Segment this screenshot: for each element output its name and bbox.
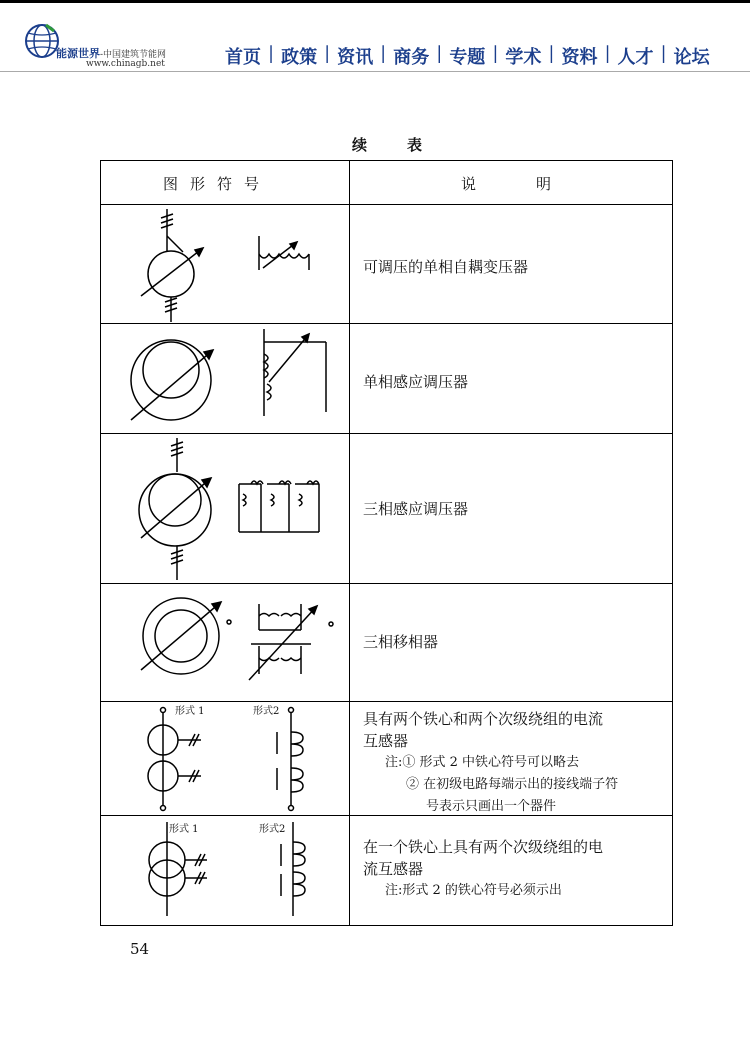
- row-description: [363, 836, 603, 902]
- table-row: [101, 324, 672, 434]
- nav-news[interactable]: 资讯: [337, 47, 374, 68]
- current-transformer-one-core-icon: [101, 816, 349, 927]
- phase-shifter-symbol-icon: [101, 584, 349, 702]
- header-desc-right: 明: [536, 175, 552, 193]
- current-transformer-two-cores-icon: [101, 702, 349, 816]
- nav-business[interactable]: 商务: [393, 47, 430, 68]
- table-row: [101, 816, 672, 927]
- header-divider: [0, 71, 750, 72]
- note-line: 注:形式 2 的铁心符号必须示出: [385, 883, 562, 898]
- form-1-label: 形式 1: [169, 824, 199, 835]
- nav-separator: |: [604, 43, 611, 64]
- caption-right: 表: [407, 136, 423, 154]
- nav-separator: |: [436, 43, 443, 64]
- table-row: [101, 434, 672, 584]
- nav-talent[interactable]: 人才: [617, 47, 654, 68]
- nav-forum[interactable]: 论坛: [673, 47, 710, 68]
- nav-home[interactable]: 首页: [225, 47, 261, 68]
- row-description: [363, 708, 618, 818]
- autotransformer-symbol-icon: [101, 204, 349, 324]
- form-1-label: 形式 1: [175, 706, 205, 717]
- table-header: [101, 161, 672, 205]
- three-phase-regulator-symbol-icon: [101, 434, 349, 584]
- nav-separator: |: [548, 43, 555, 64]
- header-symbol: 图形符号: [163, 175, 272, 193]
- nav-policy[interactable]: 政策: [281, 47, 318, 68]
- nav-separator: |: [268, 43, 275, 64]
- table-row: [101, 204, 672, 324]
- nav-resources[interactable]: 资料: [561, 47, 598, 68]
- table-caption: [352, 134, 422, 155]
- table-row: [101, 702, 672, 816]
- desc-line: 在一个铁心上具有两个次级绕组的电: [363, 838, 604, 856]
- nav-separator: |: [324, 43, 331, 64]
- note-line: 注:① 形式 2 中铁心符号可以略去: [385, 755, 580, 770]
- nav-separator: |: [492, 43, 499, 64]
- nav-academic[interactable]: 学术: [505, 47, 542, 68]
- header-desc-left: 说: [461, 175, 477, 193]
- nav-separator: |: [660, 43, 667, 64]
- row-description: 三相感应调压器: [363, 500, 469, 518]
- caption-left: 续: [352, 136, 368, 154]
- row-description: 可调压的单相自耦变压器: [363, 258, 529, 276]
- row-description: 三相移相器: [363, 633, 439, 651]
- desc-line: 互感器: [363, 732, 409, 750]
- page-number: 54: [130, 940, 150, 958]
- site-name-sub: -中国建筑节能网: [100, 50, 167, 60]
- note-line: 号表示只画出一个器件: [426, 799, 557, 814]
- symbol-table: [100, 160, 673, 926]
- note-line: ② 在初级电路每端示出的接线端子符: [406, 777, 619, 792]
- desc-line: 具有两个铁心和两个次级绕组的电流: [363, 710, 604, 728]
- header-description: [461, 173, 551, 194]
- desc-line: 流互感器: [363, 860, 424, 878]
- induction-regulator-symbol-icon: [101, 324, 349, 434]
- form-2-label: 形式2: [253, 706, 280, 717]
- table-row: [101, 584, 672, 702]
- main-nav: [224, 43, 711, 69]
- row-description: 单相感应调压器: [363, 373, 469, 391]
- nav-topics[interactable]: 专题: [449, 47, 486, 68]
- site-url[interactable]: www.chinagb.net: [86, 59, 165, 69]
- nav-separator: |: [380, 43, 387, 64]
- site-name-main: 能源世界: [56, 47, 100, 60]
- site-header: [0, 3, 750, 73]
- form-2-label: 形式2: [259, 824, 286, 835]
